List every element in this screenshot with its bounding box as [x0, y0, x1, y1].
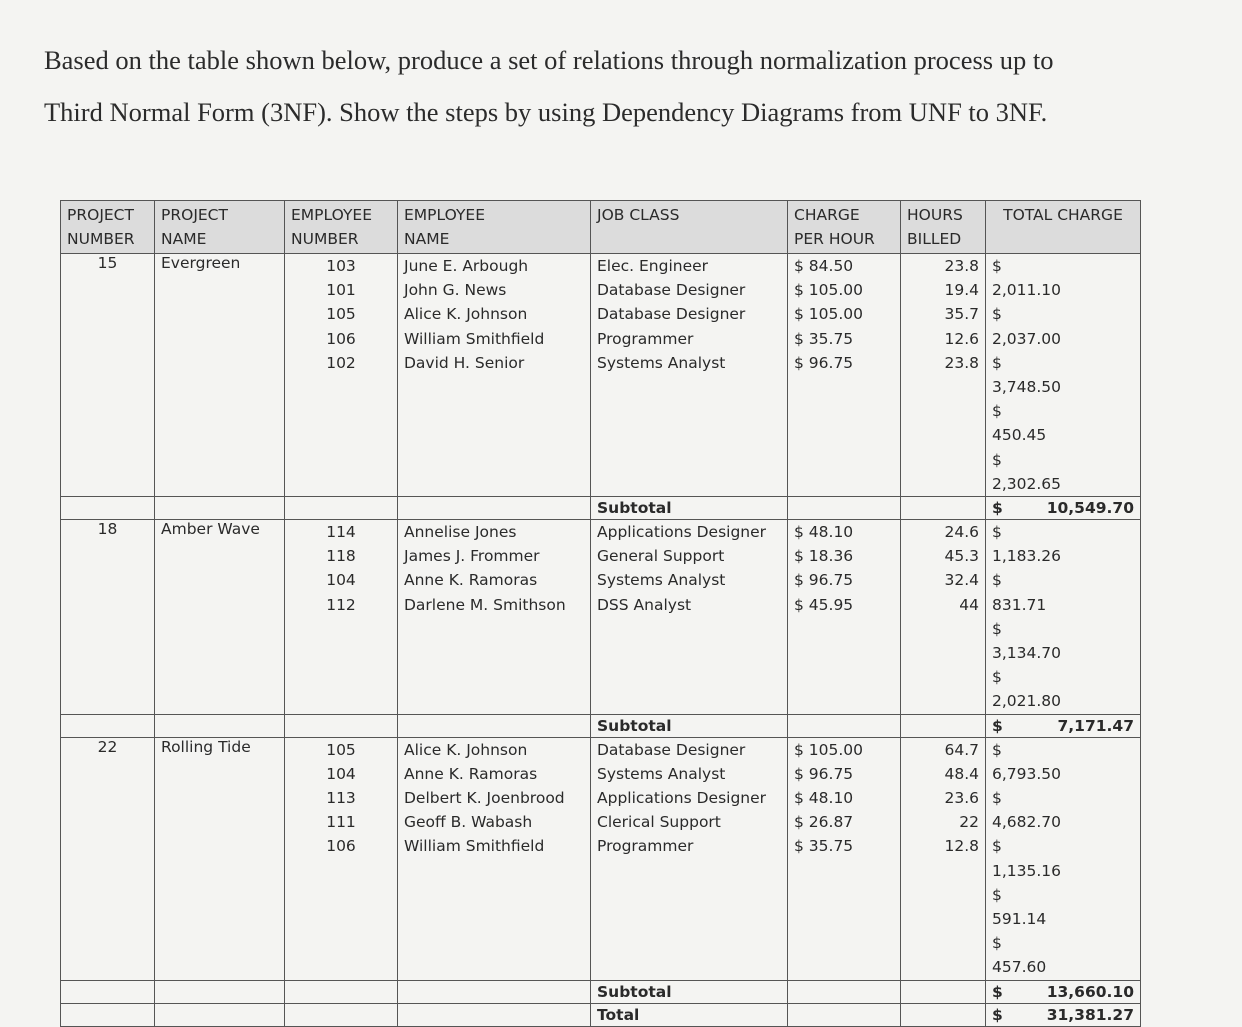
currency-symbol: $ — [992, 305, 1002, 324]
job-class: Systems Analyst — [597, 353, 726, 372]
subtotal-label: Subtotal — [597, 499, 672, 518]
job-class: Applications Designer — [597, 789, 767, 808]
hours-billed: 44 — [959, 595, 979, 614]
currency-symbol: $ — [992, 353, 1002, 372]
employee-name: Anne K. Ramoras — [404, 571, 538, 590]
employee-number: 104 — [326, 764, 356, 783]
employee-name: James J. Frommer — [404, 547, 540, 566]
employee-name: David H. Senior — [404, 353, 525, 372]
hours-billed: 19.4 — [944, 281, 979, 300]
grand-total-value — [992, 1004, 1134, 1026]
currency-symbol: $ — [992, 716, 1003, 735]
employee-number: 106 — [326, 329, 356, 348]
table-body — [61, 254, 1141, 1027]
subtotal-label-cell — [591, 980, 788, 1003]
empty-cell — [901, 980, 986, 1003]
employee-name-cell — [398, 520, 591, 715]
empty-cell — [398, 497, 591, 520]
job-class: Clerical Support — [597, 813, 721, 832]
total-charge-amount: 591.14 — [992, 910, 1047, 929]
project-name: Rolling Tide — [161, 737, 251, 756]
total-charge-value — [992, 738, 1134, 786]
hours-billed: 12.6 — [944, 329, 979, 348]
empty-cell — [155, 1003, 285, 1026]
employee-number: 103 — [326, 257, 356, 275]
total-charge-value — [992, 786, 1134, 834]
employee-name: Alice K. Johnson — [404, 305, 528, 324]
instruction-line-2: Third Normal Form (3NF). Show the steps by using Dependency Diagrams from UNF to 3NF. — [44, 97, 1048, 127]
project-number: 22 — [97, 737, 118, 756]
hours-billed: 24.6 — [944, 523, 979, 542]
subtotal-amount: 13,660.10 — [1046, 982, 1134, 1001]
subtotal-amount: 7,171.47 — [1057, 716, 1134, 735]
currency-symbol: $ — [992, 619, 1002, 638]
total-charge-value — [992, 399, 1134, 447]
employee-number: 102 — [326, 353, 356, 372]
currency-symbol: $ — [992, 837, 1002, 856]
empty-cell — [901, 497, 986, 520]
empty-cell — [155, 497, 285, 520]
project-name-cell — [155, 254, 285, 497]
charge-per-hour: $ 105.00 — [794, 281, 864, 300]
subtotal-label-cell — [591, 497, 788, 520]
currency-symbol: $ — [992, 571, 1002, 590]
employee-name: Anne K. Ramoras — [404, 764, 538, 783]
total-charge-amount: 457.60 — [992, 958, 1047, 977]
hours-billed: 32.4 — [944, 571, 979, 590]
currency-symbol: $ — [992, 982, 1003, 1001]
currency-symbol: $ — [992, 740, 1002, 759]
total-charge-amount: 1,183.26 — [992, 547, 1062, 566]
charge-per-hour: $ 105.00 — [794, 305, 864, 324]
empty-cell — [788, 980, 901, 1003]
employee-name: William Smithfield — [404, 329, 545, 348]
subtotal-row — [61, 714, 1141, 737]
employee-number-cell — [285, 254, 398, 497]
hours-billed: 35.7 — [944, 305, 979, 324]
empty-cell — [285, 980, 398, 1003]
hours-billed-cell — [901, 737, 986, 980]
charge-per-hour: $ 84.50 — [794, 257, 854, 275]
job-class: Database Designer — [597, 740, 746, 759]
total-charge-value — [992, 520, 1134, 568]
total-charge-amount: 2,011.10 — [992, 281, 1062, 300]
project-group-row — [61, 254, 1141, 497]
total-charge-value — [992, 834, 1134, 882]
currency-symbol: $ — [992, 402, 1002, 421]
job-class: DSS Analyst — [597, 595, 692, 614]
job-class: Systems Analyst — [597, 764, 726, 783]
employee-name: Delbert K. Joenbrood — [404, 789, 565, 808]
employee-number: 114 — [326, 523, 356, 542]
employee-name: John G. News — [404, 281, 507, 300]
currency-symbol: $ — [992, 1005, 1003, 1024]
table-header — [61, 201, 1141, 254]
employee-number: 112 — [326, 595, 356, 614]
employee-number-cell — [285, 520, 398, 715]
employee-name: Geoff B. Wabash — [404, 813, 533, 832]
subtotal-label: Subtotal — [597, 982, 672, 1001]
employee-number: 105 — [326, 740, 356, 759]
employee-name-cell — [398, 737, 591, 980]
total-charge-value — [992, 448, 1134, 496]
header-total-charge: TOTAL CHARGE — [986, 201, 1141, 254]
job-class-cell — [591, 520, 788, 715]
job-class: Database Designer — [597, 281, 746, 300]
total-charge-cell — [986, 254, 1141, 497]
charge-per-hour-cell — [788, 737, 901, 980]
project-name-cell — [155, 520, 285, 715]
subtotal-value-cell — [986, 980, 1141, 1003]
employee-name: June E. Arbough — [404, 257, 529, 275]
currency-symbol: $ — [992, 934, 1002, 953]
empty-cell — [61, 714, 155, 737]
empty-cell — [61, 1003, 155, 1026]
empty-cell — [285, 497, 398, 520]
charge-per-hour: $ 96.75 — [794, 353, 854, 372]
project-number-cell — [61, 520, 155, 715]
hours-billed: 23.8 — [944, 353, 979, 372]
job-class: Programmer — [597, 329, 694, 348]
currency-symbol: $ — [992, 789, 1002, 808]
charge-per-hour: $ 48.10 — [794, 789, 854, 808]
employee-name: Darlene M. Smithson — [404, 595, 566, 614]
charge-per-hour: $ 35.75 — [794, 837, 854, 856]
charge-per-hour: $ 48.10 — [794, 523, 854, 542]
hours-billed: 64.7 — [944, 740, 979, 759]
job-class: Applications Designer — [597, 523, 767, 542]
project-name: Amber Wave — [161, 520, 260, 539]
employee-number: 101 — [326, 281, 356, 300]
total-charge-value — [992, 883, 1134, 931]
total-charge-value — [992, 351, 1134, 399]
hours-billed-cell — [901, 254, 986, 497]
hours-billed: 12.8 — [944, 837, 979, 856]
total-label: Total — [597, 1005, 640, 1024]
empty-cell — [901, 714, 986, 737]
project-number-cell — [61, 254, 155, 497]
job-class: Programmer — [597, 837, 694, 856]
employee-name: Alice K. Johnson — [404, 740, 528, 759]
hours-billed: 23.8 — [944, 257, 979, 275]
empty-cell — [788, 714, 901, 737]
header-project-number: PROJECT NUMBER — [61, 201, 155, 254]
total-charge-value — [992, 568, 1134, 616]
header-project-name: PROJECT NAME — [155, 201, 285, 254]
instruction-line-1: Based on the table shown below, produce a set of relations through normalization process up to — [44, 45, 1054, 75]
job-class: Elec. Engineer — [597, 257, 709, 275]
employee-number: 105 — [326, 305, 356, 324]
total-charge-amount: 450.45 — [992, 426, 1047, 445]
grand-total-row — [61, 1003, 1141, 1026]
header-employee-number: EMPLOYEE NUMBER — [285, 201, 398, 254]
job-class: General Support — [597, 547, 725, 566]
charge-per-hour: $ 96.75 — [794, 764, 854, 783]
charge-per-hour: $ 35.75 — [794, 329, 854, 348]
employee-name: William Smithfield — [404, 837, 545, 856]
subtotal-row — [61, 980, 1141, 1003]
total-charge-amount: 2,302.65 — [992, 474, 1062, 493]
subtotal-value — [992, 497, 1134, 519]
empty-cell — [788, 497, 901, 520]
total-charge-amount: 3,134.70 — [992, 644, 1062, 663]
total-charge-amount: 1,135.16 — [992, 861, 1062, 880]
employee-number: 118 — [326, 547, 356, 566]
currency-symbol: $ — [992, 499, 1003, 518]
currency-symbol: $ — [992, 668, 1002, 687]
instruction-text — [44, 34, 1204, 138]
project-number: 18 — [97, 520, 118, 539]
charge-per-hour: $ 96.75 — [794, 571, 854, 590]
subtotal-value — [992, 715, 1134, 737]
subtotal-label-cell — [591, 714, 788, 737]
employee-number: 104 — [326, 571, 356, 590]
header-employee-name: EMPLOYEE NAME — [398, 201, 591, 254]
total-charge-amount: 831.71 — [992, 595, 1047, 614]
project-number: 15 — [97, 254, 118, 272]
hours-billed: 23.6 — [944, 789, 979, 808]
total-charge-value — [992, 665, 1134, 713]
total-charge-cell — [986, 737, 1141, 980]
header-job-class: JOB CLASS — [591, 201, 788, 254]
subtotal-label: Subtotal — [597, 716, 672, 735]
total-charge-value — [992, 617, 1134, 665]
job-class-cell — [591, 254, 788, 497]
employee-number-cell — [285, 737, 398, 980]
empty-cell — [285, 1003, 398, 1026]
subtotal-amount: 10,549.70 — [1046, 499, 1134, 518]
total-charge-value — [992, 302, 1134, 350]
subtotal-row — [61, 497, 1141, 520]
project-name: Evergreen — [161, 254, 241, 272]
subtotal-value-cell — [986, 497, 1141, 520]
employee-name: Annelise Jones — [404, 523, 517, 542]
charge-per-hour: $ 105.00 — [794, 740, 864, 759]
currency-symbol: $ — [992, 885, 1002, 904]
project-group-row — [61, 520, 1141, 715]
total-charge-value — [992, 931, 1134, 979]
currency-symbol: $ — [992, 257, 1002, 275]
empty-cell — [901, 1003, 986, 1026]
grand-total-amount: 31,381.27 — [1046, 1005, 1134, 1024]
charge-per-hour: $ 26.87 — [794, 813, 854, 832]
hours-billed-cell — [901, 520, 986, 715]
currency-symbol: $ — [992, 523, 1002, 542]
employee-name-cell — [398, 254, 591, 497]
total-charge-amount: 6,793.50 — [992, 764, 1062, 783]
empty-cell — [788, 1003, 901, 1026]
job-class: Database Designer — [597, 305, 746, 324]
project-group-row — [61, 737, 1141, 980]
total-charge-cell — [986, 520, 1141, 715]
charge-per-hour: $ 18.36 — [794, 547, 854, 566]
empty-cell — [155, 980, 285, 1003]
job-class: Systems Analyst — [597, 571, 726, 590]
total-label-cell — [591, 1003, 788, 1026]
job-class-cell — [591, 737, 788, 980]
employee-number: 106 — [326, 837, 356, 856]
project-name-cell — [155, 737, 285, 980]
empty-cell — [285, 714, 398, 737]
grand-total-value-cell — [986, 1003, 1141, 1026]
total-charge-amount: 2,021.80 — [992, 692, 1062, 711]
empty-cell — [61, 497, 155, 520]
currency-symbol: $ — [992, 450, 1002, 469]
employee-number: 111 — [326, 813, 356, 832]
empty-cell — [398, 714, 591, 737]
empty-cell — [155, 714, 285, 737]
charge-per-hour-cell — [788, 520, 901, 715]
project-number-cell — [61, 737, 155, 980]
empty-cell — [398, 980, 591, 1003]
hours-billed: 48.4 — [944, 764, 979, 783]
total-charge-amount: 4,682.70 — [992, 813, 1062, 832]
total-charge-amount: 2,037.00 — [992, 329, 1062, 348]
empty-cell — [61, 980, 155, 1003]
charge-per-hour: $ 45.95 — [794, 595, 854, 614]
project-billing-table — [60, 200, 1141, 1027]
total-charge-amount: 3,748.50 — [992, 378, 1062, 397]
header-hours-billed: HOURS BILLED — [901, 201, 986, 254]
employee-number: 113 — [326, 789, 356, 808]
subtotal-value-cell — [986, 714, 1141, 737]
total-charge-value — [992, 254, 1134, 302]
hours-billed: 22 — [959, 813, 979, 832]
empty-cell — [398, 1003, 591, 1026]
charge-per-hour-cell — [788, 254, 901, 497]
hours-billed: 45.3 — [944, 547, 979, 566]
subtotal-value — [992, 981, 1134, 1003]
header-charge-per-hour: CHARGE PER HOUR — [788, 201, 901, 254]
